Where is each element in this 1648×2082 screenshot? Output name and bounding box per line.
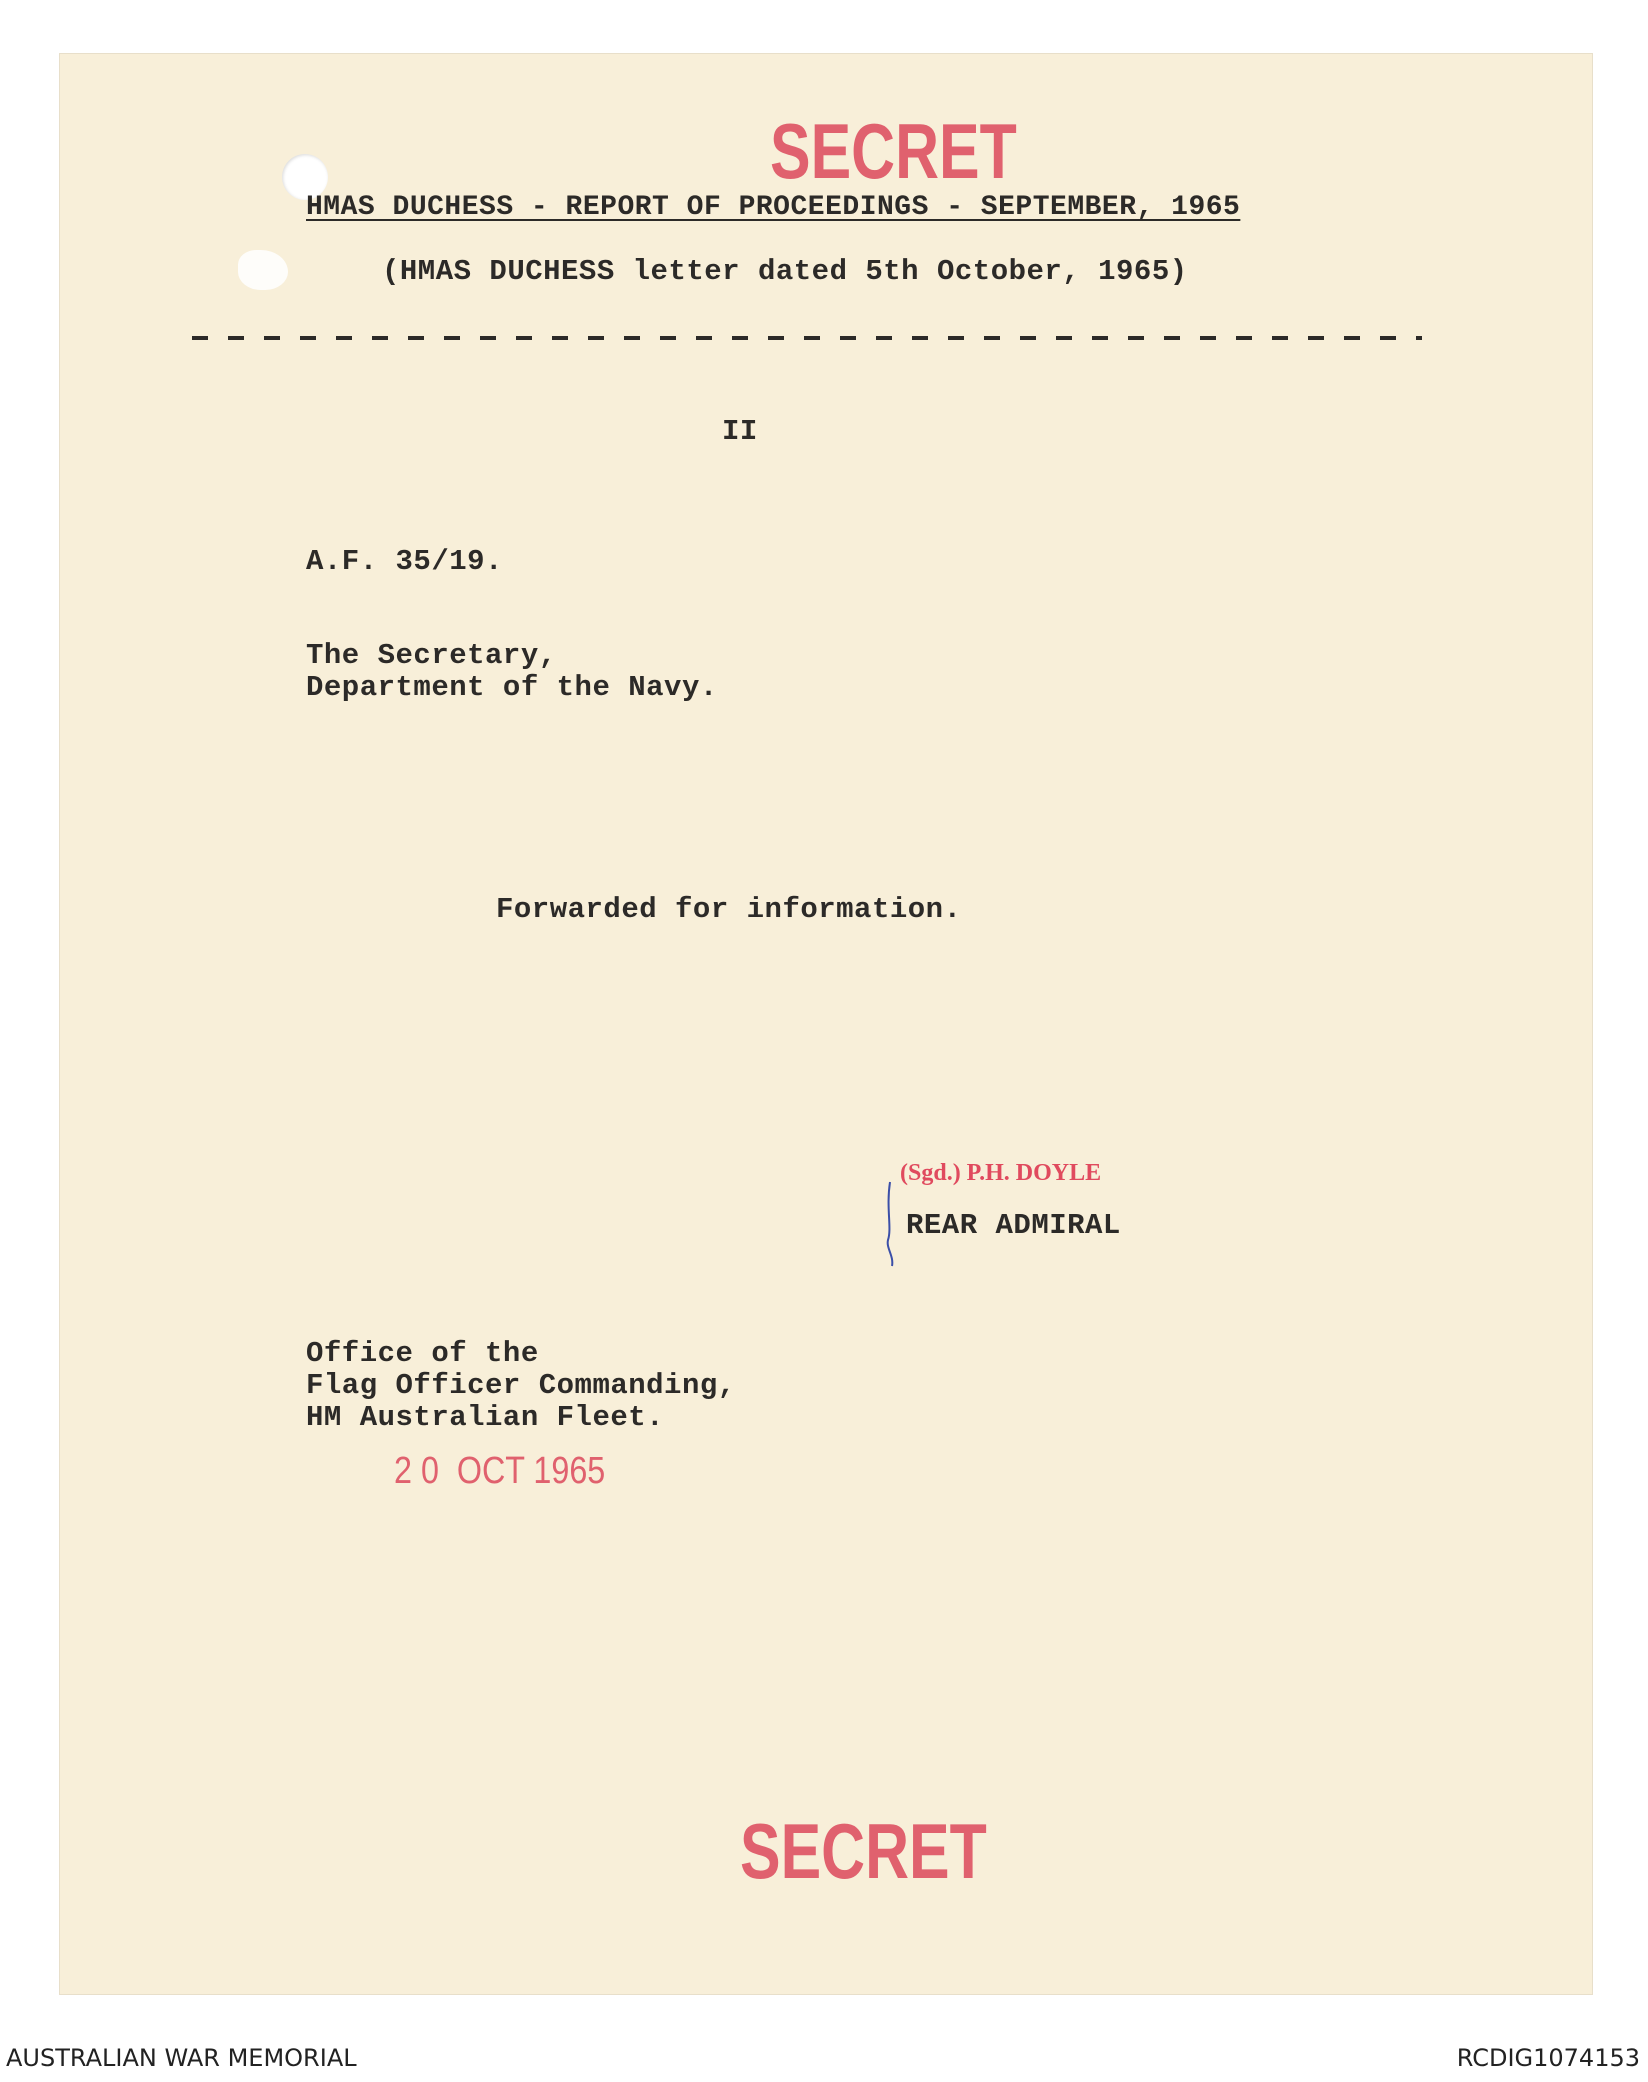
office-line-1: Office of the bbox=[306, 1337, 539, 1370]
office-line-2: Flag Officer Commanding, bbox=[306, 1369, 736, 1402]
office-line-3: HM Australian Fleet. bbox=[306, 1401, 665, 1434]
file-reference: A.F. 35/19. bbox=[306, 545, 503, 578]
addressee-line-1: The Secretary, bbox=[306, 639, 557, 672]
secret-stamp-top: SECRET bbox=[770, 107, 1017, 195]
footer-archive-name: AUSTRALIAN WAR MEMORIAL bbox=[6, 2044, 357, 2072]
document-title: HMAS DUCHESS - REPORT OF PROCEEDINGS - SEPTEMBER, 1965 bbox=[306, 192, 1241, 223]
footer-record-id: RCDIG1074153 bbox=[1456, 2044, 1640, 2072]
paper-tear bbox=[238, 250, 288, 290]
addressee-line-2: Department of the Navy. bbox=[306, 671, 718, 704]
secret-stamp-bottom: SECRET bbox=[740, 1807, 987, 1895]
dashed-separator bbox=[192, 336, 1422, 340]
document-page bbox=[60, 54, 1592, 1994]
signed-name: (Sgd.) P.H. DOYLE bbox=[900, 1160, 1102, 1186]
section-number: II bbox=[722, 415, 758, 448]
document-subtitle: (HMAS DUCHESS letter dated 5th October, 1965) bbox=[382, 255, 1188, 288]
signatory-rank: REAR ADMIRAL bbox=[906, 1209, 1121, 1242]
date-stamp: 2 0 OCT 1965 bbox=[394, 1450, 606, 1492]
body-text: Forwarded for information. bbox=[496, 893, 962, 926]
